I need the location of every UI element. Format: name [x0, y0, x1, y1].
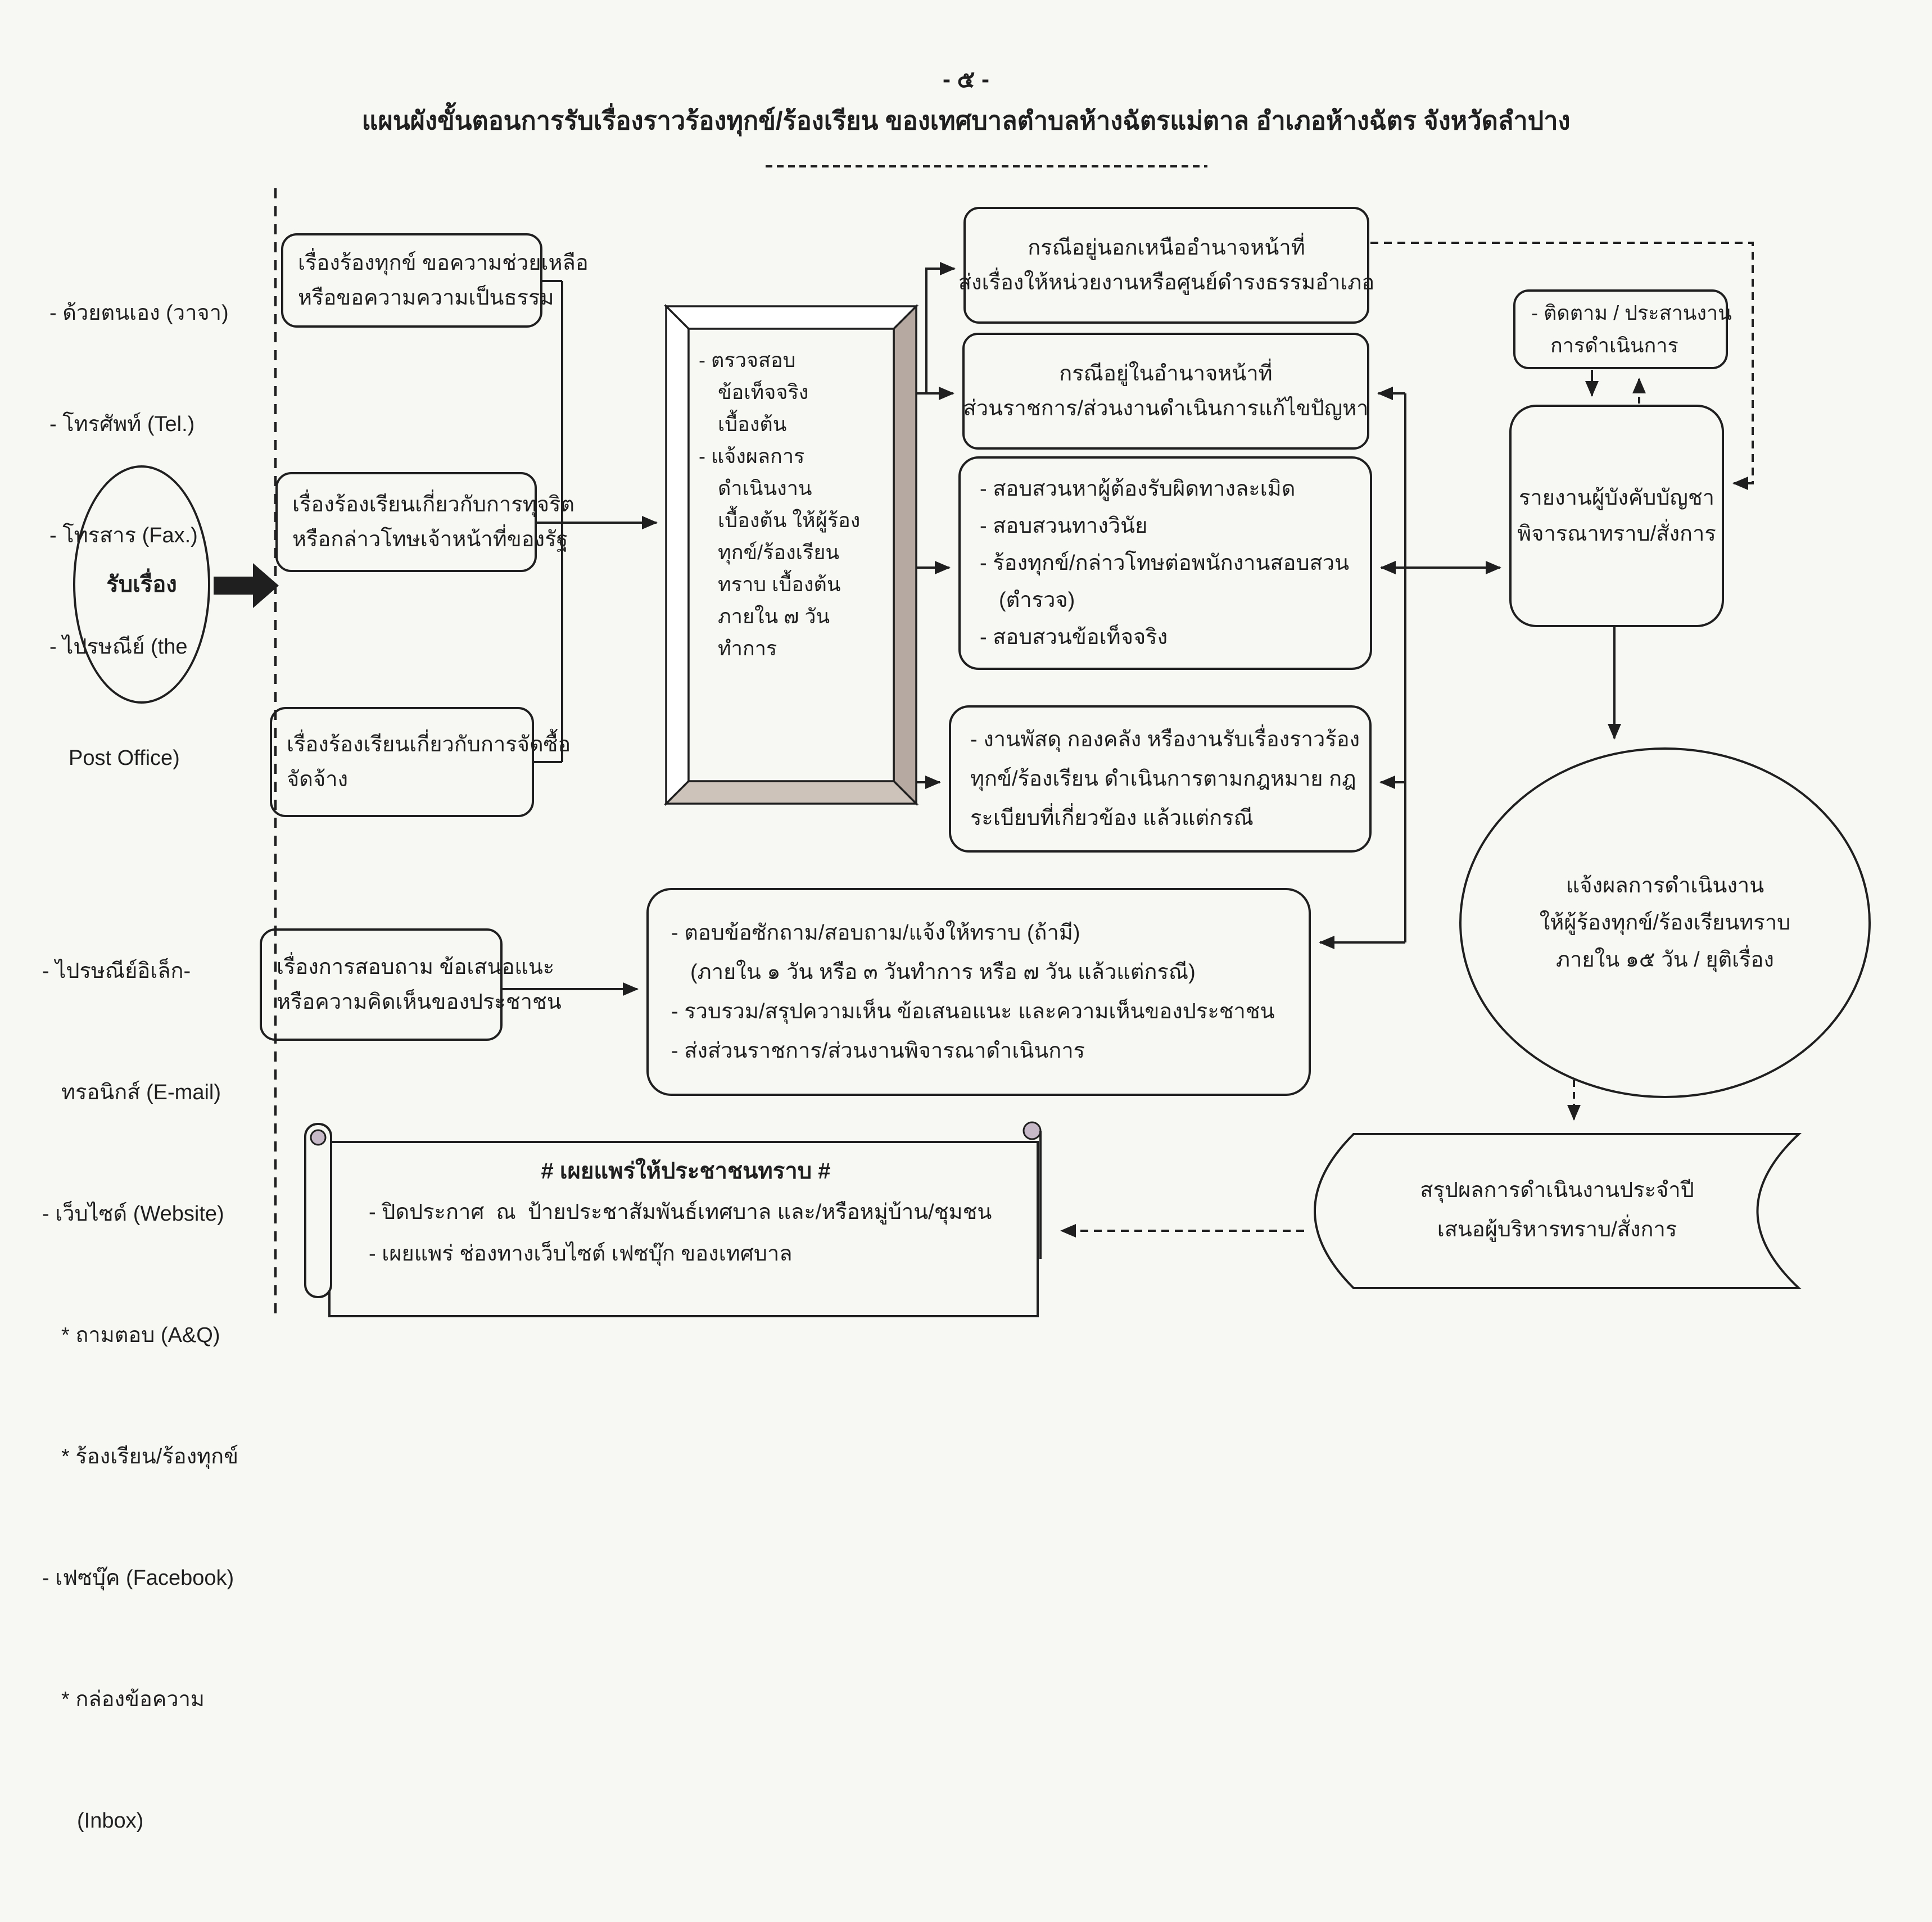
- frame-line: ภายใน ๗ วัน: [718, 605, 830, 628]
- followup-box: [1513, 289, 1732, 369]
- outcome-line: - รวบรวม/สรุปความเห็น ข้อเสนอแนะ และความเห็นของประชาชน: [671, 1000, 1275, 1023]
- outcome-line: (ภายใน ๑ วัน หรือ ๓ วันทำการ หรือ ๗ วัน แล้วแต่กรณี): [690, 960, 1196, 984]
- frame-line: ข้อเท็จจริง: [718, 380, 809, 404]
- intake-line: หรือขอความความเป็นธรรม: [298, 286, 554, 310]
- channel-item: * ร้องเรียน/ร้องทุกข์: [61, 1445, 239, 1468]
- channel-item: - ไปรษณีย์ (the: [49, 635, 188, 659]
- intake-line: เรื่องร้องเรียนเกี่ยวกับการจัดซื้อ: [287, 733, 571, 756]
- outcome-line: (ตำรวจ): [999, 588, 1075, 612]
- frame-line: - แจ้งผลการ: [699, 445, 805, 468]
- channel-item: * ถามตอบ (A&Q): [61, 1323, 220, 1347]
- notify-line: ให้ผู้ร้องทุกข์/ร้องเรียนทราบ: [1539, 911, 1791, 935]
- notify-line: ภายใน ๑๕ วัน / ยุติเรื่อง: [1556, 948, 1774, 972]
- outcome-line: ส่วนราชการ/ส่วนงานดำเนินการแก้ไขปัญหา: [963, 397, 1369, 420]
- channel-item: - โทรสาร (Fax.): [49, 524, 198, 547]
- publish-scroll-text: [349, 1151, 1023, 1275]
- outcome-line: - สอบสวนหาผู้ต้องรับผิดทางละเมิด: [980, 477, 1296, 501]
- publish-line: - ปิดประกาศ ณ ป้ายประชาสัมพันธ์เทศบาล และ/หรือหมู่บ้าน/ชุมชน: [369, 1200, 992, 1224]
- intake-line: จัดจ้าง: [287, 768, 349, 791]
- channel-item: * กล่องข้อความ: [61, 1688, 205, 1711]
- summary-line: เสนอผู้บริหารทราบ/สั่งการ: [1437, 1218, 1677, 1241]
- outcome-line: ระเบียบที่เกี่ยวข้อง แล้วแต่กรณี: [970, 806, 1254, 830]
- intake-line: เรื่องร้องทุกข์ ขอความช่วยเหลือ: [298, 251, 589, 275]
- screening-frame-text: [699, 344, 884, 664]
- notify-result-ellipse: [1459, 747, 1871, 1098]
- scroll-roll-right-icon: [1024, 1122, 1040, 1139]
- intake-box-procurement: [270, 707, 571, 817]
- report-line: รายงานผู้บังคับบัญชา: [1519, 486, 1714, 510]
- receive-label: รับเรื่อง: [106, 572, 177, 597]
- receive-ellipse: [73, 465, 210, 704]
- intake-box-complaint: [281, 233, 589, 328]
- followup-line: - ติดตาม / ประสานงาน: [1531, 301, 1732, 324]
- outcome-line: ทุกข์/ร้องเรียน ดำเนินการตามกฎหมาย กฎ: [970, 767, 1356, 791]
- outcome-line: ส่งเรื่องให้หน่วยงานหรือศูนย์ดำรงธรรมอำเภอ: [958, 271, 1375, 294]
- notify-line: แจ้งผลการดำเนินงาน: [1565, 874, 1764, 897]
- frame-line: ทราบ เบื้องต้น: [718, 573, 841, 596]
- channels-list-bottom: [42, 870, 238, 1922]
- frame-line: เบื้องต้น ให้ผู้ร้อง: [718, 509, 861, 532]
- intake-box-corruption: [275, 472, 575, 572]
- outcome-line: กรณีอยู่นอกเหนืออำนาจหน้าที่: [1028, 236, 1305, 260]
- channel-item: ทรอนิกส์ (E-mail): [61, 1081, 221, 1104]
- page-title: แผนผังขั้นตอนการรับเรื่องราวร้องทุกข์/ร้องเรียน ของเทศบาลตำบลห้างฉัตรแม่ตาล อำเภอห้างฉัตร จังหวัดลำปาง: [361, 106, 1571, 135]
- channel-item: - โทรศัพท์ (Tel.): [49, 412, 195, 436]
- intake-line: เรื่องการสอบถาม ข้อเสนอแนะ: [277, 955, 555, 979]
- channel-item: Post Office): [69, 746, 180, 770]
- outcome-line: - ส่งส่วนราชการ/ส่วนงานพิจารณาดำเนินการ: [671, 1039, 1085, 1063]
- outcome-box-outside-authority: [958, 207, 1375, 324]
- report-box: [1509, 405, 1724, 627]
- channel-item: - ไปรษณีย์อิเล็ก-: [42, 959, 191, 983]
- summary-line: สรุปผลการดำเนินงานประจำปี: [1420, 1178, 1694, 1202]
- outcome-box-procurement-unit: [949, 705, 1372, 853]
- outcome-line: - สอบสวนทางวินัย: [980, 514, 1148, 538]
- page-number: - ๕ -: [942, 66, 990, 92]
- outcome-box-within-authority: [962, 333, 1369, 450]
- outcome-line: - งานพัสดุ กองคลัง หรืองานรับเรื่องราวร้อง: [970, 728, 1360, 751]
- frame-line: ดำเนินงาน: [718, 477, 812, 500]
- channel-item: - เฟซบุ๊ค (Facebook): [42, 1566, 234, 1590]
- intake-line: หรือกล่าวโทษเจ้าหน้าที่ของรัฐ: [292, 528, 568, 551]
- connector-frame-to-outside-authority: [916, 269, 954, 393]
- annual-summary-text: [1360, 1151, 1754, 1269]
- intake-box-inquiry: [260, 928, 562, 1041]
- outcome-line: - ตอบข้อซักถาม/สอบถาม/แจ้งให้ทราบ (ถ้ามี): [671, 921, 1080, 945]
- outcome-line: - สอบสวนข้อเท็จจริง: [980, 625, 1168, 649]
- followup-line: การดำเนินการ: [1550, 334, 1678, 357]
- channel-item: - เว็บไซด์ (Website): [42, 1202, 224, 1226]
- scroll-roll-left-icon: [311, 1130, 325, 1145]
- intake-line: เรื่องร้องเรียนเกี่ยวกับการทุจริต: [292, 493, 575, 516]
- publish-line: - เผยแพร่ ช่องทางเว็บไซต์ เฟซบุ๊ก ของเทศบาล: [369, 1242, 793, 1266]
- outcome-box-investigation: [958, 456, 1372, 670]
- channel-item: (Inbox): [77, 1809, 144, 1833]
- frame-line: ทำการ: [718, 637, 777, 660]
- intake-line: หรือความคิดเห็นของประชาชน: [277, 990, 562, 1014]
- frame-line: ทุกข์/ร้องเรียน: [718, 541, 840, 564]
- frame-line: เบื้องต้น: [718, 412, 787, 436]
- frame-line: - ตรวจสอบ: [699, 348, 796, 371]
- outcome-box-inquiry-handling: [646, 888, 1311, 1096]
- channel-item: - ด้วยตนเอง (วาจา): [49, 301, 229, 325]
- outcome-line: กรณีอยู่ในอำนาจหน้าที่: [1059, 362, 1273, 386]
- outcome-line: - ร้องทุกข์/กล่าวโทษต่อพนักงานสอบสวน: [980, 551, 1350, 575]
- report-line: พิจารณาทราบ/สั่งการ: [1517, 522, 1716, 546]
- publish-title: # เผยแพร่ให้ประชาชนทราบ #: [541, 1159, 831, 1184]
